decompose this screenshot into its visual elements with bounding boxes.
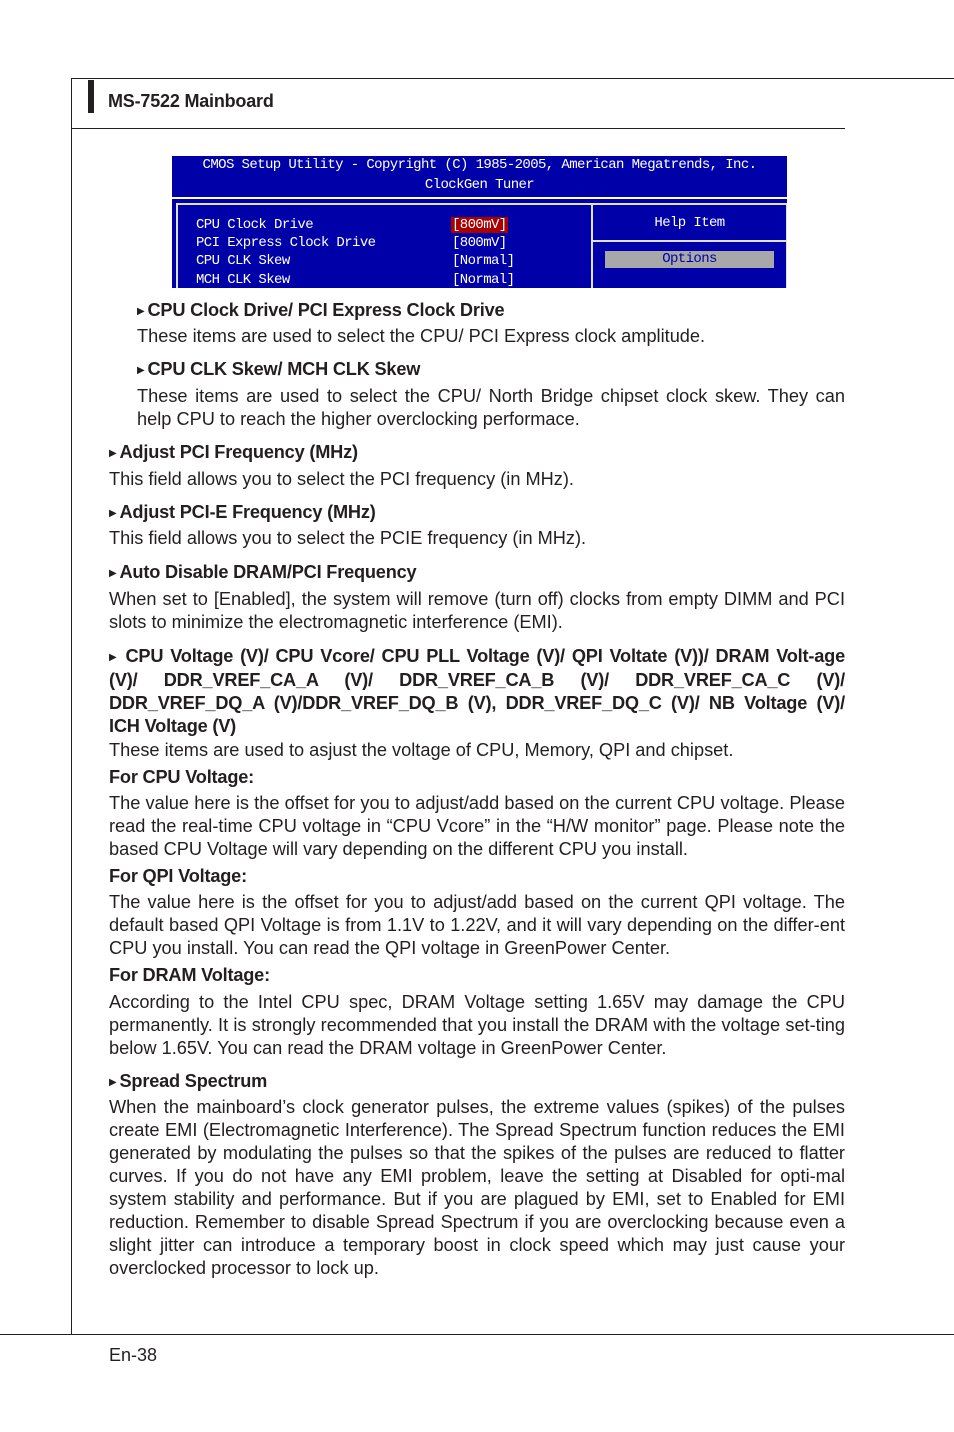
header-rule: [71, 128, 845, 129]
triangle-bullet-icon: ▶: [137, 306, 145, 317]
heading-voltage: ▶ CPU Voltage (V)/ CPU Vcore/ CPU PLL Voltage (V)/ QPI Voltate (V))/ DRAM Volt-age (V)/ DDR_VREF_CA_A (V)/ DDR_VREF_CA_B (V)/ DDR_VREF_CA_C (V)/ DDR_VREF_DQ_A (V)/DDR_VREF_DQ_B (V), DDR_VREF_DQ_C (V)/ NB Voltage (V)/ ICH Voltage (V): [109, 646, 845, 736]
bios-settings-panel: [176, 203, 593, 288]
bios-row-value[interactable]: [Normal]: [452, 272, 515, 288]
text-cpu-voltage: The value here is the offset for you to adjust/add based on the current CPU voltage. Please read the real-time CPU voltage in “CPU Vcore” in the “H/W monitor” page. Please note the based CPU Voltage will vary depending on the different CPU you install.: [109, 793, 845, 859]
heading-auto-disable: ▶ Auto Disable DRAM/PCI Frequency: [109, 561, 416, 585]
top-rule: [71, 78, 954, 79]
help-options-label: Options: [605, 251, 774, 268]
text-spread-spectrum: When the mainboard’s clock generator pulses, the extreme values (spikes) of the pulses create EMI (Electromagnetic Interference). The Spread Spectrum function reduces the EMI generated by modulating the pulses so that the spikes of the pulses are reduced to flatter curves. If you do not have any EMI problem, leave the setting at Disabled for opti-mal system stability and performance. But if you are plagued by EMI, set to Enabled for EMI reduction. Remember to disable Spread Spectrum if you are overclocking because even a slight jitter can introduce a temporary boost in clock speed which may just cause your overclocked processor to lock up.: [109, 1097, 845, 1278]
heading-pci-frequency: ▶ Adjust PCI Frequency (MHz): [109, 441, 358, 465]
bios-help-panel: [591, 203, 787, 288]
text-pci-frequency: This field allows you to select the PCI frequency (in MHz).: [109, 469, 574, 489]
text-voltage: These items are used to asjust the voltage of CPU, Memory, QPI and chipset.: [109, 740, 734, 760]
page-header-title: MS-7522 Mainboard: [108, 91, 274, 111]
triangle-bullet-icon: ▶: [109, 568, 117, 579]
text-pcie-frequency: This field allows you to select the PCIE frequency (in MHz).: [109, 528, 587, 548]
page-number: En-38: [109, 1345, 158, 1365]
triangle-bullet-icon: ▶: [109, 652, 117, 663]
text-clock-drive: These items are used to select the CPU/ PCI Express clock amplitude.: [137, 326, 706, 346]
bios-row-label: CPU CLK Skew: [196, 253, 290, 269]
bios-row-value[interactable]: [800mV]: [452, 235, 507, 251]
bios-screenshot: [172, 156, 787, 288]
bios-title: CMOS Setup Utility - Copyright (C) 1985-2005, American Megatrends, Inc.: [202, 157, 757, 173]
text-qpi-voltage: The value here is the offset for you to adjust/add based on the current QPI voltage. The default based QPI Voltage is from 1.1V to 1.22V, and it will vary depending on the differ-ent CPU you install. You can read the QPI voltage in GreenPower Center.: [109, 892, 845, 958]
triangle-bullet-icon: ▶: [109, 448, 117, 459]
text-auto-disable: When set to [Enabled], the system will remove (turn off) clocks from empty DIMM and PCI slots to minimize the electromagnetic interference (EMI).: [109, 589, 845, 632]
heading-spread-spectrum: ▶ Spread Spectrum: [109, 1070, 267, 1094]
bios-divider: [172, 197, 787, 199]
triangle-bullet-icon: ▶: [109, 508, 117, 519]
bios-row-value[interactable]: [Normal]: [452, 253, 515, 269]
heading-clock-drive: ▶ CPU Clock Drive/ PCI Express Clock Drive: [137, 299, 504, 323]
help-item-title: Help Item: [654, 215, 725, 231]
heading-qpi-voltage: For QPI Voltage:: [109, 866, 247, 886]
text-clk-skew: These items are used to select the CPU/ North Bridge chipset clock skew. They can help CPU to reach the higher overclocking performace.: [137, 386, 845, 429]
bios-row-label: MCH CLK Skew: [196, 272, 290, 288]
text-dram-voltage: According to the Intel CPU spec, DRAM Voltage setting 1.65V may damage the CPU permanently. It is strongly recommended that you install the DRAM with the voltage set-ting below 1.65V. You can read the DRAM voltage in GreenPower Center.: [109, 992, 845, 1058]
heading-pcie-frequency: ▶ Adjust PCI-E Frequency (MHz): [109, 501, 376, 525]
header-marker: [88, 80, 94, 113]
heading-clk-skew: ▶ CPU CLK Skew/ MCH CLK Skew: [137, 358, 420, 382]
bottom-rule: [0, 1334, 954, 1335]
left-margin-rule: [71, 78, 72, 1335]
heading-cpu-voltage: For CPU Voltage:: [109, 767, 254, 787]
bios-subtitle: ClockGen Tuner: [424, 177, 535, 193]
heading-dram-voltage: For DRAM Voltage:: [109, 965, 270, 985]
bios-row-value-selected[interactable]: [800mV]: [452, 217, 507, 233]
help-divider: [593, 240, 786, 242]
bios-row-label: CPU Clock Drive: [196, 217, 314, 233]
triangle-bullet-icon: ▶: [109, 1077, 117, 1088]
bios-row-label: PCI Express Clock Drive: [196, 235, 376, 251]
triangle-bullet-icon: ▶: [137, 365, 145, 376]
